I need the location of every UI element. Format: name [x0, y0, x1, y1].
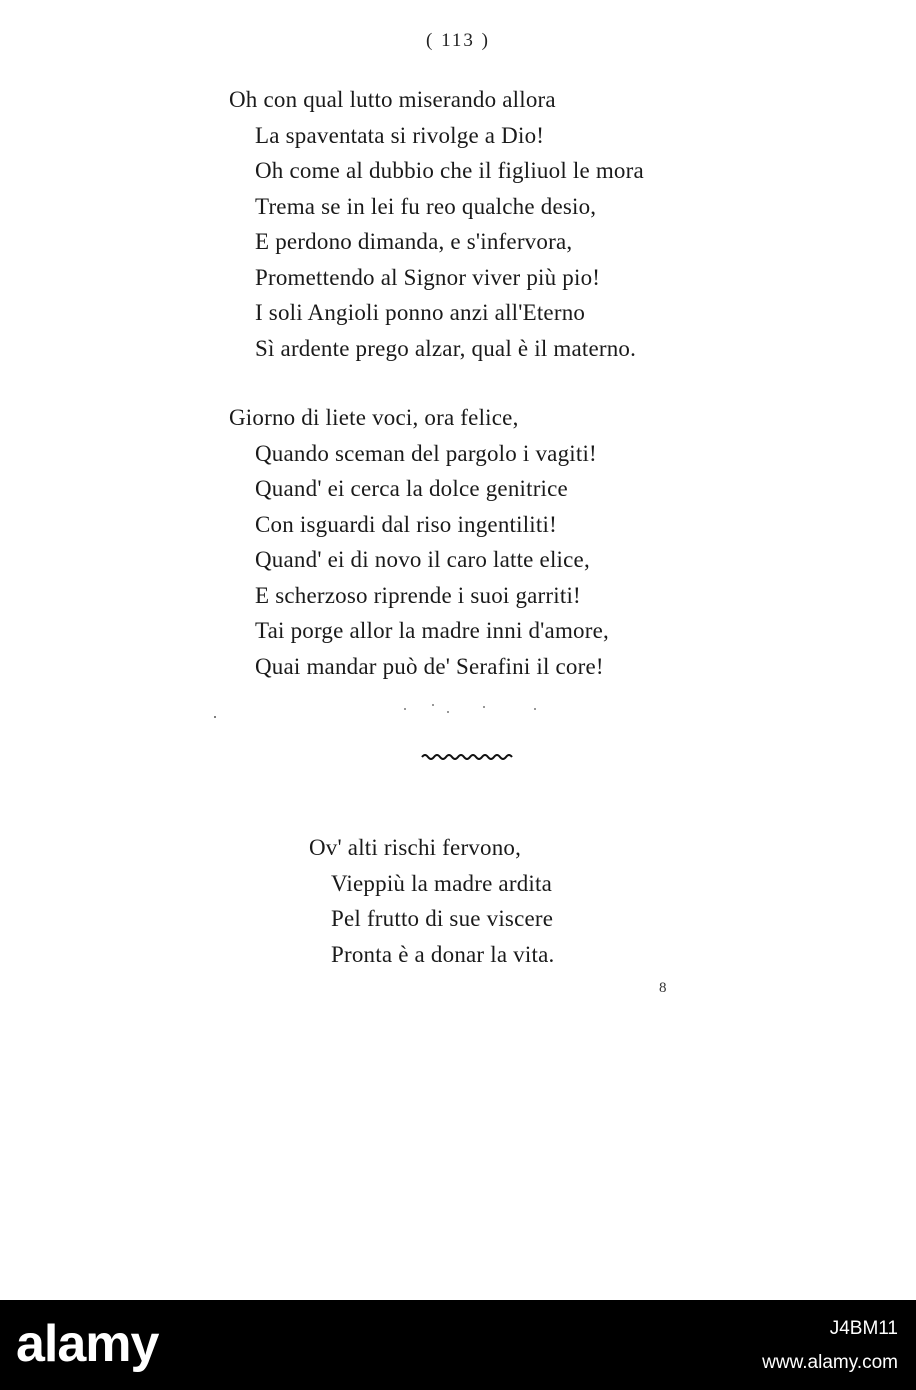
stanza-3 [309, 830, 554, 972]
footer-url: www.alamy.com [762, 1352, 898, 1373]
image-id: J4BM11 [829, 1318, 898, 1339]
stanza-2 [229, 400, 609, 684]
brand-logo [16, 1314, 158, 1374]
ornament-rule [420, 751, 516, 761]
verse-line: Giorno di liete voci, ora felice, [229, 405, 519, 430]
brand-name: alamy [16, 1315, 159, 1373]
verse-line: Sì ardente prego alzar, qual è il materno. [255, 335, 637, 361]
verse-line: Quai mandar può de' Serafini il core! [255, 653, 604, 679]
verse-line: Trema se in lei fu reo qualche desio, [255, 193, 597, 219]
verse-line: Quand' ei di novo il caro latte elice, [255, 547, 590, 572]
print-specks [200, 695, 560, 735]
verse-line: Quand' ei cerca la dolce genitrice [255, 476, 568, 501]
verse-line: Quando sceman del pargolo i vagiti! [255, 440, 597, 466]
verse-line: Vieppiù la madre ardita [331, 870, 552, 896]
verse-line: Oh come al dubbio che il figliuol le mora [255, 158, 644, 183]
verse-line: Ov' alti rischi fervono, [309, 835, 522, 860]
verse-line: Pronta è a donar la vita. [331, 941, 555, 967]
verse-line: E scherzoso riprende i suoi garriti! [255, 582, 581, 608]
verse-line: E perdono dimanda, e s'infervora, [255, 229, 573, 254]
verse-line: Promettendo al Signor viver più pio! [255, 264, 601, 290]
signature-mark: 8 [659, 980, 667, 996]
verse-line: Oh con qual lutto miserando allora [229, 87, 556, 112]
verse-line: I soli Angioli ponno anzi all'Eterno [255, 300, 586, 325]
verse-line: Pel frutto di sue viscere [331, 906, 554, 931]
page-number: ( 113 ) [426, 30, 490, 51]
verse-line: La spaventata si rivolge a Dio! [255, 122, 545, 148]
verse-line: Con isguardi dal riso ingentiliti! [255, 511, 557, 537]
watermark-footer [0, 1300, 916, 1390]
stanza-1 [229, 82, 644, 366]
verse-line: Tai porge allor la madre inni d'amore, [255, 618, 609, 643]
